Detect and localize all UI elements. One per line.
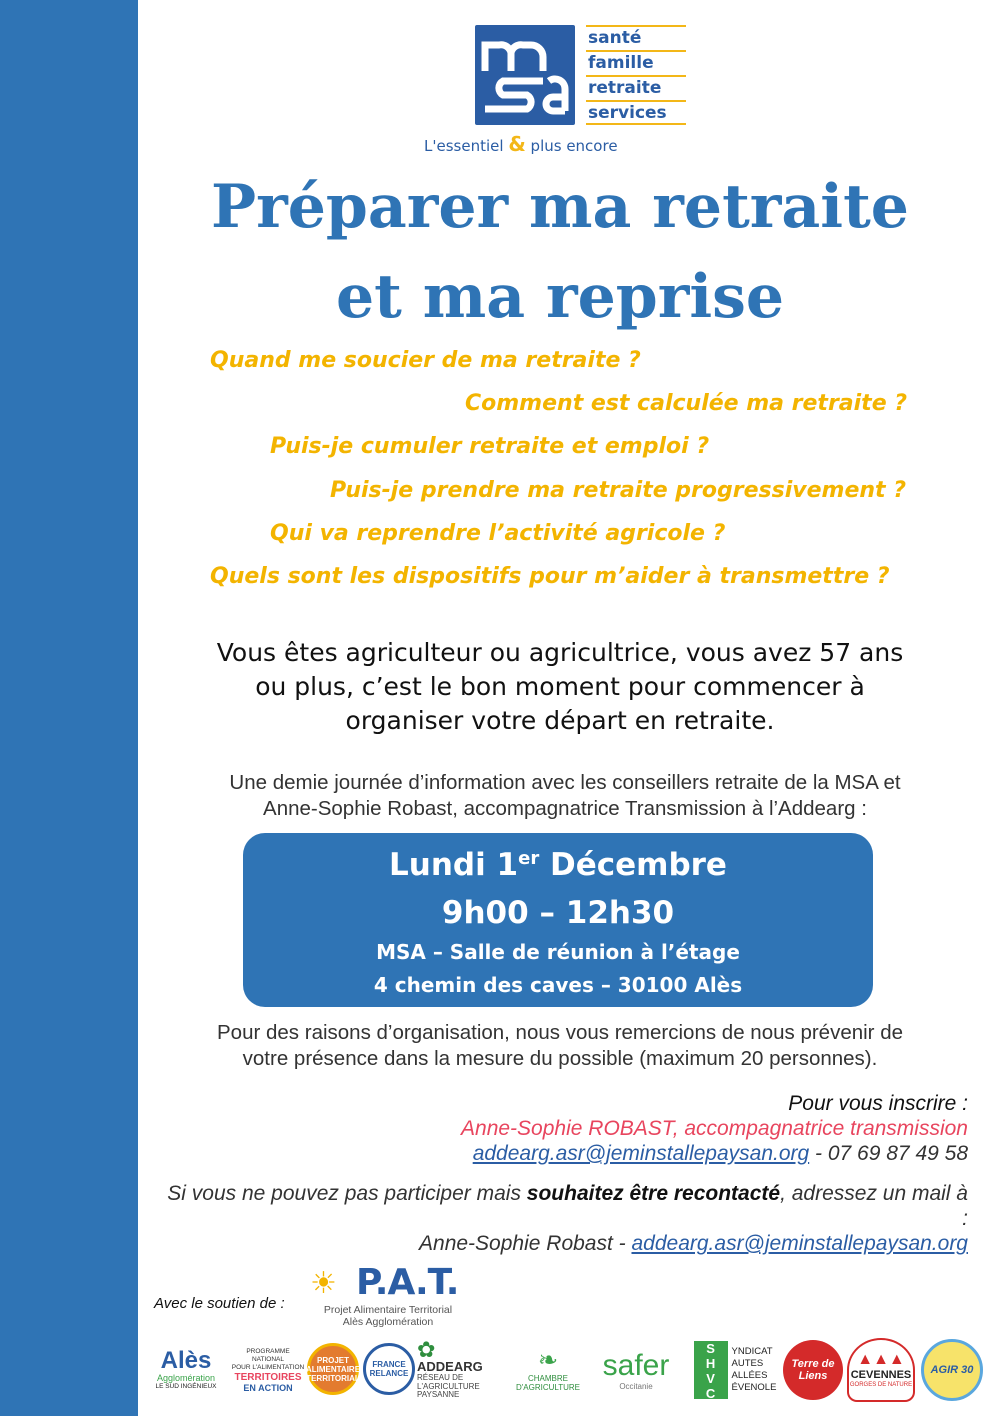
partner-logos — [145, 1338, 995, 1404]
addearg-logo — [417, 1338, 513, 1402]
sun-icon: ☀ — [310, 1266, 337, 1301]
cevennes-name: CEVENNES — [850, 1369, 912, 1381]
logo-line-sante: santé — [586, 25, 686, 50]
pnat-logo — [231, 1338, 305, 1402]
shvc-word-4: ÉVENOLE — [731, 1382, 777, 1393]
recontact-contact — [419, 1231, 968, 1256]
msa-logo-lines — [586, 25, 686, 125]
logo-line-retraite: retraite — [586, 75, 686, 100]
pnat-action: EN ACTION — [243, 1382, 293, 1393]
tagline-after: plus encore — [530, 137, 618, 155]
tagline-ampersand: & — [508, 132, 526, 156]
logo-tagline — [424, 132, 704, 156]
shvc-letter-h: H — [705, 1356, 716, 1371]
pat-logo — [308, 1262, 468, 1332]
msa-letters-graphic — [481, 35, 569, 115]
safer-sub: Occitanie — [619, 1381, 653, 1391]
leaf-icon: ❧ — [537, 1347, 559, 1374]
pat-subtitle — [308, 1304, 468, 1328]
cevennes-sub: GORGES DE NATURE — [849, 1382, 913, 1388]
event-day-suffix: er — [518, 848, 540, 869]
question-6: Quels sont les dispositifs pour m’aider à transmettre ? — [210, 564, 890, 589]
intro-line-3: organiser votre départ en retraite. — [345, 706, 775, 735]
page-title — [160, 162, 960, 342]
registration-heading: Pour vous inscrire : — [788, 1092, 968, 1115]
addearg-line-1: RÉSEAU DE — [417, 1373, 464, 1383]
title-line-2: et ma reprise — [335, 262, 785, 332]
notice-line-1: Pour des raisons d’organisation, nous vous remercions de nous prévenir de — [217, 1021, 903, 1044]
pat-subtitle-line-2: Alès Agglomération — [342, 1316, 434, 1328]
info-line-2: Anne-Sophie Robast, accompagnatrice Transmission à l’Addearg : — [263, 797, 867, 820]
intro-paragraph — [150, 636, 970, 738]
shvc-words — [728, 1346, 777, 1394]
msa-logo-mark — [475, 25, 575, 125]
safer-logo — [585, 1338, 687, 1402]
recontact-after: , adressez un mail à : — [780, 1182, 968, 1230]
pnat-line-1: PROGRAMME NATIONAL — [246, 1347, 290, 1363]
pnat-line-2: POUR L'ALIMENTATION — [231, 1363, 305, 1371]
ales-sub: Agglomération — [156, 1373, 216, 1383]
shvc-word-1: YNDICAT — [731, 1346, 773, 1357]
notice-paragraph — [150, 1020, 970, 1072]
logo-line-services: services — [586, 100, 686, 125]
safer-name: safer — [602, 1348, 670, 1382]
title-line-1: Préparer ma retraite — [211, 172, 909, 242]
mountain-icon: ▲▲▲ — [857, 1351, 905, 1368]
question-2: Comment est calculée ma retraite ? — [465, 391, 908, 416]
recontact-email-link[interactable]: addearg.asr@jeminstallepaysan.org — [631, 1232, 968, 1255]
event-time: 9h00 – 12h30 — [441, 895, 675, 931]
side-color-band — [0, 0, 138, 1416]
recontact-paragraph — [160, 1181, 968, 1231]
shvc-letter-v: V — [706, 1371, 715, 1386]
pnat-territoires: TERRITOIRES — [234, 1371, 302, 1383]
ales-tagline: LE SUD INGÉNIEUX — [155, 1383, 217, 1390]
event-details-box — [243, 833, 873, 1007]
shvc-letters — [694, 1341, 728, 1399]
projet-alimentaire-logo: PROJET ALIMENTAIRE TERRITORIAL — [307, 1343, 359, 1395]
intro-line-1: Vous êtes agriculteur ou agricultrice, vous avez 57 ans — [216, 638, 904, 667]
info-line-1: Une demie journée d’information avec les conseillers retraite de la MSA et — [229, 771, 901, 794]
event-date — [243, 847, 873, 883]
info-paragraph — [150, 770, 980, 822]
recontact-bold: souhaitez être recontacté — [526, 1182, 781, 1205]
question-3: Puis-je cumuler retraite et emploi ? — [270, 434, 710, 459]
shvc-letter-s: S — [706, 1341, 715, 1356]
ales-name: Alès — [160, 1347, 212, 1374]
chambre-agriculture-logo — [513, 1338, 583, 1402]
event-day: Lundi 1 — [389, 847, 519, 883]
intro-line-2: ou plus, c’est le bon moment pour commencer à — [255, 672, 865, 701]
chambre-line-1: CHAMBRE — [527, 1374, 568, 1383]
event-place: MSA – Salle de réunion à l’étage — [376, 940, 740, 964]
support-label: Avec le soutien de : — [154, 1295, 285, 1312]
tagline-before: L'essentiel — [424, 137, 504, 155]
addearg-line-3: PAYSANNE — [417, 1390, 460, 1400]
registration-email-link[interactable]: addearg.asr@jeminstallepaysan.org — [472, 1142, 810, 1165]
registration-phone: - 07 69 87 49 58 — [809, 1142, 968, 1165]
event-address: 4 chemin des caves – 30100 Alès — [373, 973, 743, 997]
recontact-before: Si vous ne pouvez pas participer mais — [167, 1182, 527, 1205]
shvc-logo — [689, 1338, 781, 1402]
shvc-word-3: ALLÉES — [731, 1370, 768, 1381]
agir30-logo: AGIR 30 — [921, 1339, 983, 1401]
notice-line-2: votre présence dans la mesure du possible (maximum 20 personnes). — [242, 1047, 878, 1070]
registration-contact-name: Anne-Sophie ROBAST, accompagnatrice transmission — [461, 1117, 968, 1140]
shvc-word-2: AUTES — [731, 1358, 764, 1369]
terre-de-liens-logo: Terre de Liens — [783, 1340, 843, 1400]
ales-agglomeration-logo — [145, 1338, 227, 1402]
question-5: Qui va reprendre l’activité agricole ? — [270, 521, 726, 546]
pat-name: P.A.T. — [356, 1262, 459, 1303]
msa-logo — [418, 20, 708, 160]
event-month: Décembre — [539, 847, 727, 883]
recontact-name: Anne-Sophie Robast - — [419, 1232, 632, 1255]
addearg-name: ADDEARG — [417, 1359, 483, 1375]
logo-line-famille: famille — [586, 50, 686, 75]
question-4: Puis-je prendre ma retraite progressivement ? — [330, 478, 906, 503]
pat-subtitle-line-1: Projet Alimentaire Territorial — [323, 1304, 453, 1316]
addearg-line-2: L'AGRICULTURE — [417, 1381, 480, 1391]
shvc-letter-c: C — [705, 1386, 716, 1401]
question-1: Quand me soucier de ma retraite ? — [210, 348, 641, 373]
france-relance-logo: FRANCE RELANCE — [363, 1343, 415, 1395]
cevennes-logo — [847, 1338, 915, 1402]
chambre-line-2: D'AGRICULTURE — [515, 1383, 581, 1392]
flower-icon: ✿ — [417, 1337, 436, 1363]
registration-contact — [473, 1141, 968, 1166]
